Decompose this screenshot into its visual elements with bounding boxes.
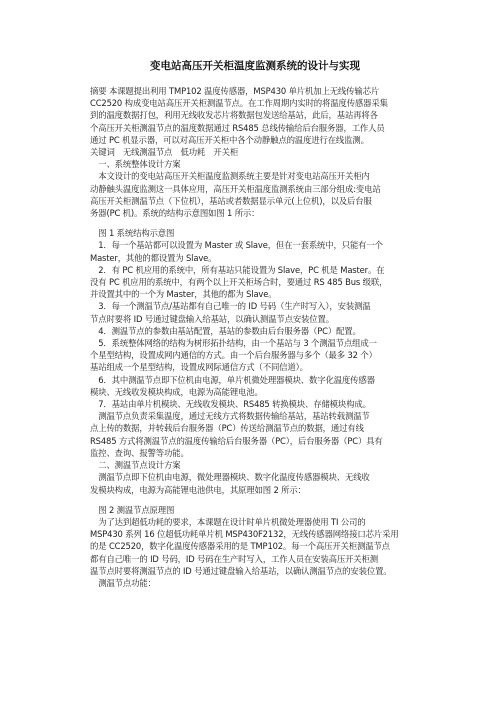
text-line: 3．每一个测温节点/基站都有自己唯一的 ID 号码（生产时写入），安装测温 [90,301,371,312]
text-line: 个高压开关柜测温节点的温度数据通过 RS485 总线传输给后台服务器，工作人员 [90,122,385,133]
text-line: RS485 方式将测温节点的温度传输给后台服务器（PC），后台服务器（PC）具有 [90,435,383,446]
paragraph-gap [90,496,408,504]
text-line: 测温节点负责采集温度，通过无线方式将数据传输给基站，基站转载测温节 [90,411,370,422]
text-line: 图 1 系统结构示意图 [90,228,175,239]
text-line: 务器(PC 机)。系统的结构示意图如图 1 所示： [90,208,260,219]
text-line: 1．每一个基站都可以设置为 Master 或 Slave，但在一套系统中，只能有一个 [90,240,383,251]
text-line: MSP430 系列 16 位超低功耗单片机 MSP430F2132，无线传感器网络接口芯片采用 [90,529,399,540]
text-line: 摘要 本课题提出利用 TMP102 温度传感器，MSP430 单片机加上无线传输芯片 [90,86,380,96]
text-line: 模块、无线收发模块构成，电源为高能锂电池。 [90,386,263,397]
text-line: 关键词 无线测温节点 低功耗 开关柜 [90,147,239,158]
text-line: 测温节点即下位机由电源，微处理器模块、数字化温度传感器模块、无线收 [90,472,370,483]
document-body [90,85,408,589]
text-line: 二、测温节点设计方案 [90,460,181,471]
text-line: 动静触头温度监测这一具体应用，高压开关柜温度监测系统由三部分组成:变电站 [90,183,381,194]
text-line: Master，其他的都设置为 Slave。 [90,252,217,263]
document-title: 变电站高压开关柜温度监测系统的设计与实现 [150,60,360,72]
text-line: 个星型结构，设置成网内通信的方式。由一个后台服务器与多个（最多 32 个） [90,350,377,361]
text-line: CC2520 构成变电站高压开关柜测温节点。在工作周期内实时的将温度传感器采集 [90,98,388,109]
text-line: 一、系统整体设计方案 [90,159,181,170]
text-line: 高压开关柜测温节点（下位机），基站或者数据显示单元(上位机)，以及后台服 [90,195,372,206]
text-line: 监控、查询、报警等功能。 [90,447,189,458]
text-line: 2．有 PC 机应用的系统中，所有基站只能设置为 Slave，PC 机是 Master。在 [90,264,385,275]
text-line: 为了达到超低功耗的要求，本课题在设计时单片机微处理器使用 TI 公司的 [90,516,366,527]
text-line: 都有自己唯一的 ID 号码，ID 号码在生产时写入，工作人员在安装高压开关柜测 [90,553,378,564]
text-line: 并设置其中的一个为 Master，其他的都为 Slave。 [90,289,277,300]
text-line: 基站组成一个星型结构，设置成网际通信方式（不同信道）。 [90,362,308,373]
text-line: 图 2 测温节点原理图 [90,504,175,515]
text-line: 到的温度数据打包，利用无线收发芯片将数据包发送给基站，此后，基站再将各 [90,110,378,121]
text-line: 7．基站由单片机模块、无线收发模块、RS485 转换模块、存储模块构成。 [90,399,371,410]
paragraph-gap [90,219,408,227]
text-line: 点上传的数据，并转载后台服务器（PC）传送给测温节点的数据，通过有线 [90,423,364,434]
text-line: 6．其中测温节点即下位机由电源，单片机微处理器模块、数字化温度传感器 [90,374,375,385]
text-line: 通过 PC 机显示器，可以对高压开关柜中各个动静触点的温度进行在线监测。 [90,134,369,145]
text-line: 没有 PC 机应用的系统中，有两个以上开关柜场合时，要通过 RS 485 Bus 级联， [90,277,388,288]
text-line: 测温节点功能： [90,577,156,588]
text-line: 本文设计的变电站高压开关柜温度监测系统主要是针对变电站高压开关柜内 [90,171,370,182]
text-line: 5．系统整体网络的结构为树形拓扑结构，由一个基站与 3 个测温节点组成一 [90,338,377,349]
text-line: 温节点时要将测温节点的 ID 号通过键盘输入给基站，以确认测温节点的安装位置。 [90,565,392,576]
text-line: 4．测温节点的参数由基站配置，基站的参数由后台服务器（PC）配置。 [90,325,361,336]
text-line: 的是 CC2520，数字化温度传感器采用的是 TMP102。每一个高压开关柜测温节点 [90,541,390,552]
text-line: 节点时要将 ID 号通过键盘输入给基站，以确认测温节点安装位置。 [90,313,334,324]
text-line: 发模块构成，电源为高能锂电池供电，其原理如图 2 所示： [90,484,306,495]
